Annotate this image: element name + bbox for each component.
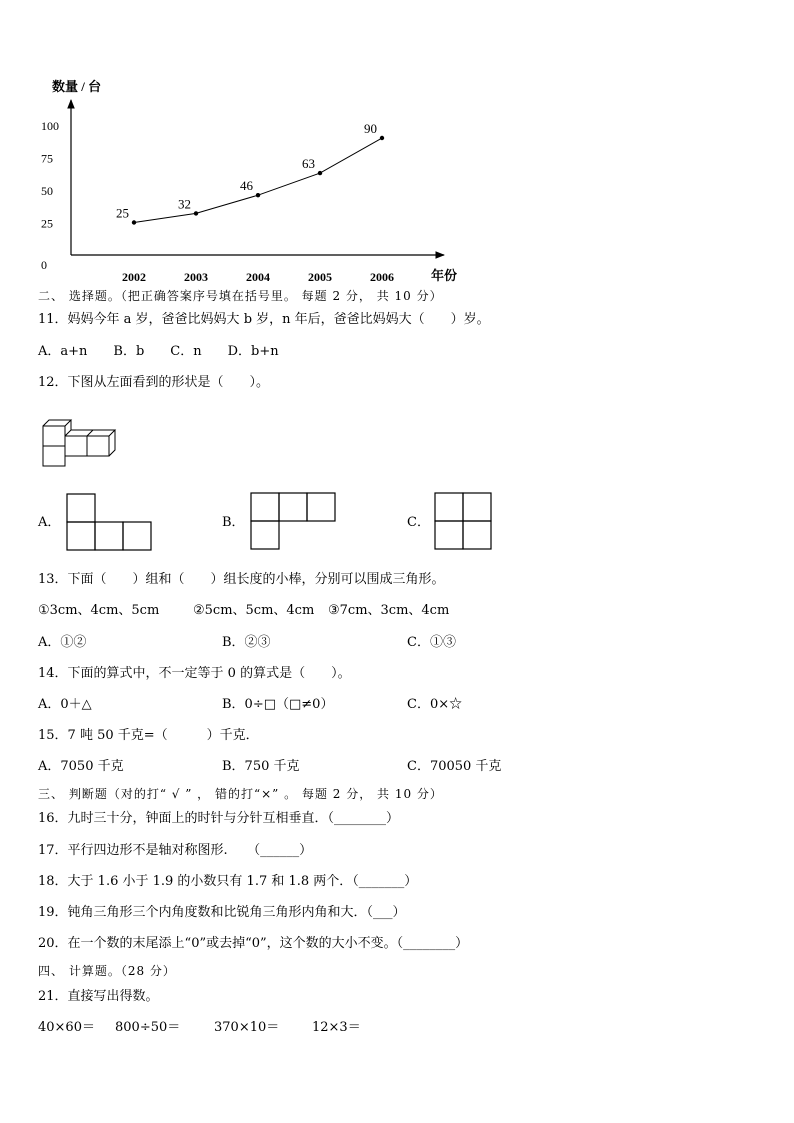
data-point (194, 211, 198, 215)
question-15: 15．7 吨 50 千克=（ ）千克． (38, 728, 259, 743)
x-tick-label: 2006 (370, 270, 394, 284)
x-tick-label: 2002 (122, 270, 146, 284)
y-tick-label: 50 (41, 184, 53, 198)
question-13-group-1: ①3cm、4cm、5cm (38, 603, 160, 618)
data-point (256, 193, 260, 197)
data-point (132, 220, 136, 224)
question-12-option-c-label: C． (407, 515, 430, 530)
question-14: 14．下面的算式中，不一定等于 0 的算式是（ ）。 (38, 666, 351, 681)
question-12-option-b-figure (250, 492, 338, 552)
question-21: 21．直接写出得数。 (38, 989, 159, 1004)
question-15-option-b: B．750 千克 (222, 759, 300, 774)
y-tick-label: 0 (41, 258, 47, 272)
x-tick-label: 2004 (246, 270, 270, 284)
question-13-option-c: C．①③ (407, 635, 456, 650)
question-13-group-2: ②5cm、5cm、4cm (193, 603, 315, 618)
question-13: 13．下面（ ）组和（ ）组长度的小棒，分别可以围成三角形。 (38, 572, 445, 587)
question-14-option-a: A．0＋△ (38, 697, 92, 712)
question-12-option-c-figure (434, 492, 494, 552)
question-13-option-a: A．①② (38, 635, 87, 650)
section-4-heading: 四、 计算题。（28 分） (38, 964, 176, 978)
x-tick-label: 2003 (184, 270, 208, 284)
question-18: 18．大于 1.6 小于 1.9 的小数只有 1.7 和 1.8 两个．（_______） (38, 874, 418, 889)
question-16: 16．九时三十分，钟面上的时针与分针互相垂直．（________） (38, 811, 400, 826)
data-label: 90 (364, 121, 377, 136)
y-tick-label: 75 (41, 151, 53, 166)
question-15-option-c: C．70050 千克 (407, 759, 502, 774)
section-2-heading: 二、 选择题。（把正确答案序号填在括号里。 每题 2 分， 共 10 分） (38, 289, 443, 303)
question-13-option-b: B．②③ (222, 635, 271, 650)
y-tick-label: 100 (41, 119, 59, 133)
cube-stack-figure (40, 408, 120, 470)
question-14-option-b: B．0÷□（□≠0） (222, 697, 334, 712)
calc-item: 370×10＝ (214, 1020, 280, 1035)
question-13-group-3: ③7cm、3cm、4cm (328, 603, 450, 618)
data-label: 63 (302, 156, 315, 172)
x-axis-label: 年份 (431, 268, 458, 283)
question-11: 11．妈妈今年 a 岁，爸爸比妈妈大 b 岁，n 年后，爸爸比妈妈大（ ）岁。 (38, 312, 490, 327)
data-label: 25 (116, 205, 129, 221)
question-11-options: A．a+n B．b C．n D．b+n (38, 344, 279, 359)
data-label: 46 (240, 178, 253, 194)
data-label: 32 (178, 196, 191, 212)
question-12-option-a-label: A． (38, 515, 61, 530)
question-19: 19．钝角三角形三个内角度数和比锐角三角形内角和大．（___） (38, 905, 406, 920)
question-15-option-a: A．7050 千克 (38, 759, 124, 774)
question-17: 17．平行四边形不是轴对称图形. （______） (38, 843, 313, 858)
calc-item: 800÷50＝ (115, 1020, 181, 1035)
calc-item: 40×60＝ (38, 1020, 95, 1035)
calc-item: 12×3＝ (312, 1020, 361, 1035)
question-12-option-a-figure (66, 493, 154, 553)
y-tick-label: 25 (41, 216, 53, 231)
series-line (134, 138, 382, 223)
question-12-option-b-label: B． (222, 515, 245, 530)
y-axis-label: 数量 / 台 (52, 79, 102, 94)
x-tick-label: 2005 (308, 270, 332, 284)
question-12: 12．下图从左面看到的形状是（ ）。 (38, 375, 270, 390)
line-chart (0, 0, 794, 290)
question-20: 20．在一个数的末尾添上“0”或去掉“0”，这个数的大小不变。（________） (38, 936, 469, 951)
data-point (318, 171, 322, 175)
section-3-heading: 三、 判断题（对的打“ √ ” ， 错的打“×” 。 每题 2 分， 共 10 分） (38, 787, 443, 801)
question-14-option-c: C．0×☆ (407, 697, 463, 712)
data-point (380, 136, 384, 140)
